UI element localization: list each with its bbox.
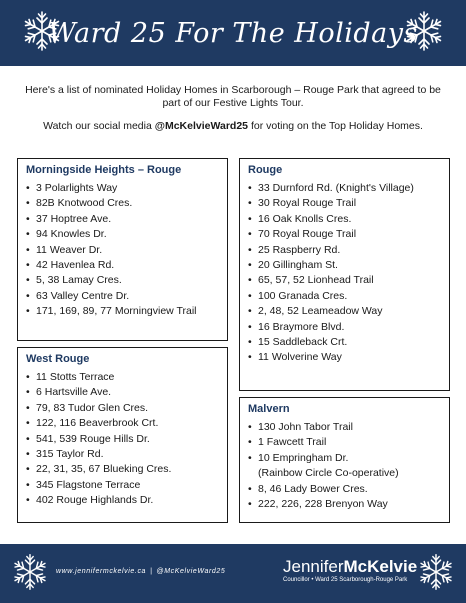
intro-watch-suffix: for voting on the Top Holiday Homes. — [248, 120, 423, 132]
list-item: • 402 Rouge Highlands Dr. — [26, 493, 221, 508]
footer-banner — [0, 544, 466, 603]
address-list — [248, 181, 443, 366]
intro-watch — [20, 120, 446, 133]
list-item: • 20 Gillingham St. — [248, 258, 443, 273]
list-item: • 22, 31, 35, 67 Blueking Cres. — [26, 462, 221, 477]
address-list — [26, 370, 221, 509]
intro-watch-prefix: Watch our social media — [43, 120, 155, 132]
list-item: • 100 Granada Cres. — [248, 289, 443, 304]
list-item: • 2, 48, 52 Leameadow Way — [248, 304, 443, 319]
list-item: • 315 Taylor Rd. — [26, 447, 221, 462]
list-item: • 30 Royal Rouge Trail — [248, 196, 443, 211]
section-title: Morningside Heights – Rouge — [26, 164, 182, 176]
section-rouge — [239, 158, 450, 391]
brand-first-name: Jennifer — [283, 557, 344, 576]
list-item: • 3 Polarlights Way — [26, 181, 221, 196]
snowflake-icon — [402, 9, 446, 53]
list-item: • 16 Oak Knolls Cres. — [248, 212, 443, 227]
list-item: • 42 Havenlea Rd. — [26, 258, 221, 273]
list-item: • 11 Stotts Terrace — [26, 370, 221, 385]
list-item: • 171, 169, 89, 77 Morningview Trail — [26, 304, 221, 319]
list-item: • 222, 226, 228 Brenyon Way — [248, 497, 443, 512]
list-item: • 130 John Tabor Trail — [248, 420, 443, 435]
section-title: West Rouge — [26, 353, 90, 365]
list-item: • 1 Fawcett Trail — [248, 435, 443, 450]
councillor-brand — [283, 558, 423, 583]
section-malvern — [239, 397, 450, 523]
list-item: • 6 Hartsville Ave. — [26, 385, 221, 400]
social-handle: @McKelvieWard25 — [154, 120, 249, 132]
list-item: • 11 Wolverine Way — [248, 350, 443, 365]
list-item: • 10 Empringham Dr. — [248, 451, 443, 466]
snowflake-icon — [20, 9, 64, 53]
intro-line: Here's a list of nominated Holiday Homes in Scarborough – Rouge Park that agreed to be part of our Festive Lights Tour. — [25, 84, 441, 109]
section-title: Malvern — [248, 403, 290, 415]
list-item: • 8, 46 Lady Bower Cres. — [248, 482, 443, 497]
list-item: • 70 Royal Rouge Trail — [248, 227, 443, 242]
section-west-rouge — [17, 347, 228, 523]
list-item: • 82B Knotwood Cres. — [26, 196, 221, 211]
footer-separator: | — [150, 568, 153, 575]
snowflake-icon — [416, 552, 456, 592]
footer-links — [56, 568, 225, 575]
social-link[interactable]: @McKelvieWard25 — [156, 568, 226, 575]
header-banner — [0, 0, 466, 66]
brand-subtitle: Councillor • Ward 25 Scarborough-Rouge Park — [283, 577, 408, 583]
list-item: • 65, 57, 52 Lionhead Trail — [248, 273, 443, 288]
list-item: • 79, 83 Tudor Glen Cres. — [26, 401, 221, 416]
list-item: • 25 Raspberry Rd. — [248, 243, 443, 258]
website-link[interactable]: www.jennifermckelvie.ca — [56, 568, 147, 575]
snowflake-icon — [10, 552, 50, 592]
list-item: • 63 Valley Centre Dr. — [26, 289, 221, 304]
list-item: • 122, 116 Beaverbrook Crt. — [26, 416, 221, 431]
address-list — [248, 420, 443, 512]
list-item: • 94 Knowles Dr. — [26, 227, 221, 242]
address-list — [26, 181, 221, 320]
brand-last-name: McKelvie — [343, 557, 418, 576]
list-item: • 345 Flagstone Terrace — [26, 478, 221, 493]
list-item: • 15 Saddleback Crt. — [248, 335, 443, 350]
section-title: Rouge — [248, 164, 283, 176]
list-item: • 5, 38 Lamay Cres. — [26, 273, 221, 288]
list-item: • 33 Durnford Rd. (Knight's Village) — [248, 181, 443, 196]
page-title: Ward 25 For The Holidays — [48, 17, 418, 49]
list-item: • 37 Hoptree Ave. — [26, 212, 221, 227]
list-item: • 16 Braymore Blvd. — [248, 320, 443, 335]
list-item-continuation: (Rainbow Circle Co-operative) — [258, 467, 399, 480]
section-morningside-heights — [17, 158, 228, 341]
brand-name — [283, 558, 423, 576]
list-item: • 541, 539 Rouge Hills Dr. — [26, 432, 221, 447]
list-item: • 11 Weaver Dr. — [26, 243, 221, 258]
intro-text — [20, 84, 446, 133]
